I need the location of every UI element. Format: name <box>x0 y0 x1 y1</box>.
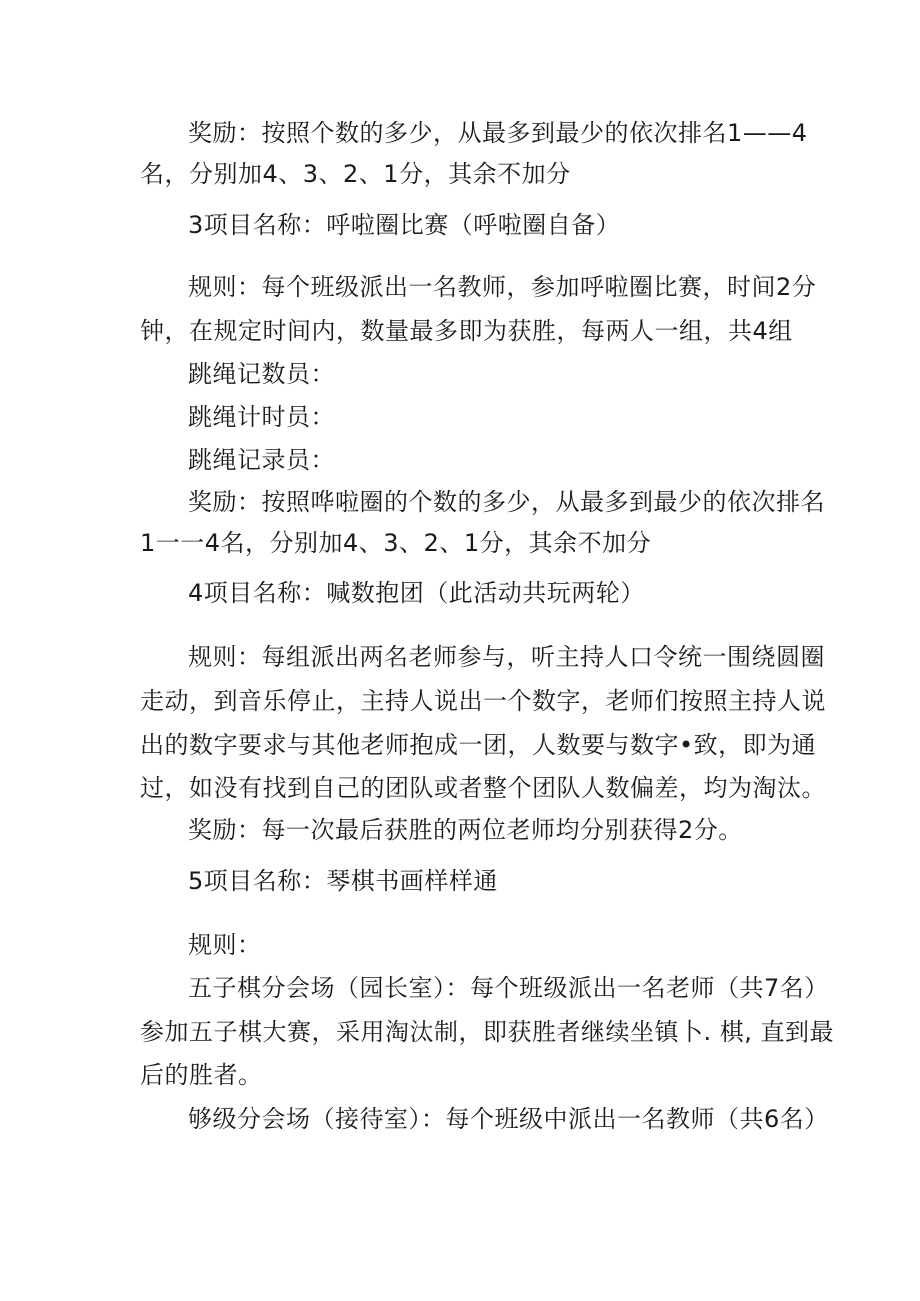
item-4-rule-cont-2: 出的数字要求与其他老师抱成一团，人数要与数字•致，即为通 <box>140 731 817 759</box>
jump-rope-counter: 跳绳记数员： <box>188 360 335 388</box>
gomoku-venue-cont-2: 后的胜者。 <box>140 1061 263 1089</box>
item-4-rule-cont-3: 过，如没有找到自己的团队或者整个团队人数偏差，均为淘汰。 <box>140 774 826 802</box>
item-5-title: 5项目名称：琴棋书画样样通 <box>188 867 498 895</box>
item-4-title: 4项目名称：喊数抱团（此活动共玩两轮） <box>188 579 645 607</box>
jump-rope-recorder: 跳绳记录员： <box>188 446 335 474</box>
item-4-rule-cont-1: 走动，到音乐停止，主持人说出一个数字，老师们按照主持人说 <box>140 687 826 715</box>
gomoku-venue-cont-1: 参加五子棋大赛，采用淘汰制，即获胜者继续坐镇卜. 棋, 直到最 <box>140 1018 835 1046</box>
reward-line-1-cont: 名，分别加4、3、2、1分，其余不加分 <box>140 160 571 188</box>
item-4-rule: 规则：每组派出两名老师参与，听主持人口令统一围绕圆圈 <box>188 643 825 671</box>
reward-line-1: 奖励：按照个数的多少，从最多到最少的依次排名1——4 <box>188 119 808 147</box>
item-3-rule-cont: 钟，在规定时间内，数量最多即为获胜，每两人一组，共4组 <box>140 317 793 345</box>
jump-rope-timer: 跳绳计时员： <box>188 403 335 431</box>
item-3-title: 3项目名称：呼啦圈比赛（呼啦圈自备） <box>188 211 621 239</box>
gouji-venue: 够级分会场（接待室）：每个班级中派出一名教师（共6名） <box>188 1105 829 1133</box>
gomoku-venue: 五子棋分会场（园长室）：每个班级派出一名老师（共7名） <box>188 974 829 1002</box>
item-3-rule: 规则：每个班级派出一名教师，参加呼啦圈比赛，时间2分 <box>188 273 817 301</box>
item-5-rule-label: 规则： <box>188 931 262 959</box>
item-3-reward: 奖励：按照哗啦圈的个数的多少，从最多到最少的依次排名 <box>188 488 825 516</box>
item-4-reward: 奖励：每一次最后获胜的两位老师均分别获得2分。 <box>188 816 743 844</box>
item-3-reward-cont: 1一一4名，分别加4、3、2、1分，其余不加分 <box>140 529 652 557</box>
